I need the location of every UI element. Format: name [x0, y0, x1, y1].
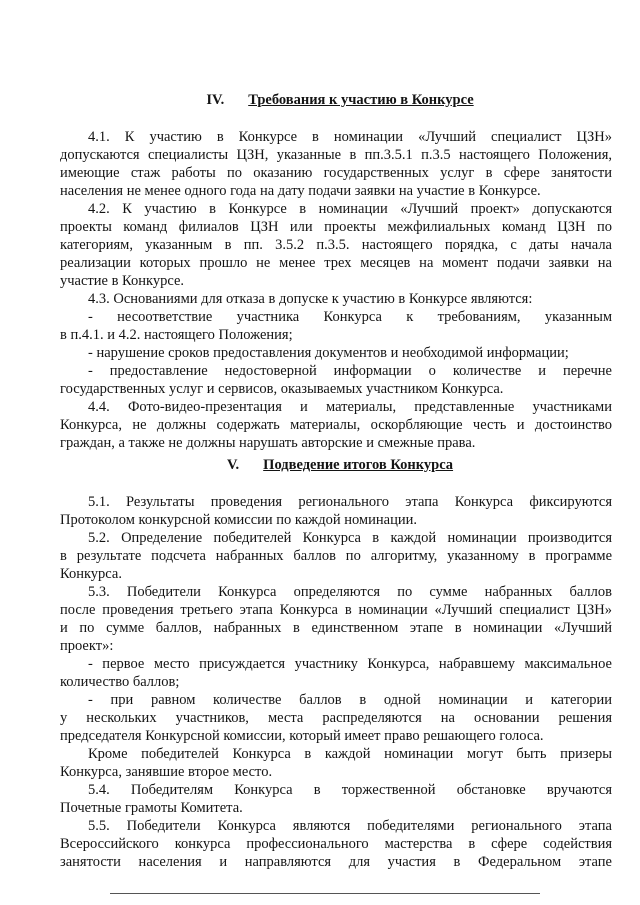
section-5-heading [60, 457, 620, 474]
paragraph-line: категориям, указанным в пп. 3.5.2 п.3.5. настоящего порядка, с даты начала [60, 237, 612, 253]
section-5-title: Подведение итогов Конкурса [263, 457, 454, 473]
paragraph-line: имеющие стаж работы по оказанию государственных услуг в сфере занятости [60, 165, 612, 181]
paragraph-line: 4.1. К участию в Конкурсе в номинации «Лучший специалист ЦЗН» [88, 129, 612, 145]
paragraph-line: Протоколом конкурсной комиссии по каждой номинации. [60, 512, 417, 528]
list-item-line: - нарушение сроков предоставления документов и необходимой информации; [88, 345, 569, 361]
list-item-line: председателя Конкурсной комиссии, который имеет право решающего голоса. [60, 728, 544, 744]
paragraph-line: Конкурса, не должны содержать материалы, оскорбляющие честь и достоинство [60, 417, 612, 433]
paragraph-line: после проведения третьего этапа Конкурса в номинации «Лучший специалист ЦЗН» [60, 602, 612, 618]
paragraph-line: граждан, а также не должны нарушать авторские и смежные права. [60, 435, 476, 451]
paragraph-line: Почетные грамоты Комитета. [60, 800, 243, 816]
paragraph-line: в результате подсчета набранных баллов по алгоритму, указанному в программе [60, 548, 612, 564]
paragraph-line: и по сумме баллов, набранных в единственном этапе в номинации «Лучший [60, 620, 612, 636]
paragraph-line: проекты команд филиалов ЦЗН или проекты межфилиальных команд ЦЗН по [60, 219, 612, 235]
paragraph-line: 5.4. Победителям Конкурса в торжественной обстановке вручаются [88, 782, 612, 798]
paragraph-line: реализации которых прошло не менее трех месяцев на момент подачи заявки на [60, 255, 612, 271]
paragraph-line: проект»: [60, 638, 114, 654]
list-item-line: - первое место присуждается участнику Конкурса, набравшему максимальное [88, 656, 612, 672]
paragraph-line: Всероссийского конкурса профессионального мастерства в сфере содействия [60, 836, 612, 852]
footer-divider [110, 893, 540, 894]
section-4-title: Требования к участию в Конкурсе [248, 92, 474, 108]
paragraph-line: занятости населения и направляются для участия в Федеральном этапе [60, 854, 612, 870]
paragraph-line: 4.2. К участию в Конкурсе в номинации «Лучший проект» допускаются [88, 201, 612, 217]
list-item-line: - при равном количестве баллов в одной номинации и категории [88, 692, 612, 708]
paragraph-line: населения не менее одного года на дату подачи заявки на участие в Конкурсе. [60, 183, 541, 199]
paragraph-line: 5.2. Определение победителей Конкурса в каждой номинации производится [88, 530, 612, 546]
paragraph-line: Конкурса, занявшие второе место. [60, 764, 273, 780]
paragraph-line: Кроме победителей Конкурса в каждой номинации могут быть призеры [88, 746, 612, 762]
section-5-number: V. [226, 457, 240, 473]
section-4-heading [60, 92, 620, 109]
list-item-line: - несоответствие участника Конкурса к требованиям, указанным [88, 309, 612, 325]
paragraph-line: 5.3. Победители Конкурса определяются по сумме набранных баллов [88, 584, 612, 600]
paragraph-line: 5.5. Победители Конкурса являются победителями регионального этапа [88, 818, 612, 834]
list-item-line: у нескольких участников, места распределяются на основании решения [60, 710, 612, 726]
list-item-line: государственных услуг и сервисов, оказываемых участником Конкурса. [60, 381, 504, 397]
paragraph-line: 4.4. Фото-видео-презентация и материалы, представленные участниками [88, 399, 612, 415]
paragraph-line: допускаются специалисты ЦЗН, указанные в пп.3.5.1 п.3.5 настоящего Положения, [60, 147, 612, 163]
section-4-number: IV. [206, 92, 225, 108]
list-item-line: в п.4.1. и 4.2. настоящего Положения; [60, 327, 293, 343]
list-item-line: количество баллов; [60, 674, 180, 690]
paragraph-line: Конкурса. [60, 566, 122, 582]
paragraph-line: 5.1. Результаты проведения регионального этапа Конкурса фиксируются [88, 494, 612, 510]
paragraph-line: участие в Конкурсе. [60, 273, 185, 289]
paragraph-line: 4.3. Основаниями для отказа в допуске к участию в Конкурсе являются: [88, 291, 533, 307]
list-item-line: - предоставление недостоверной информации о количестве и перечне [88, 363, 612, 379]
